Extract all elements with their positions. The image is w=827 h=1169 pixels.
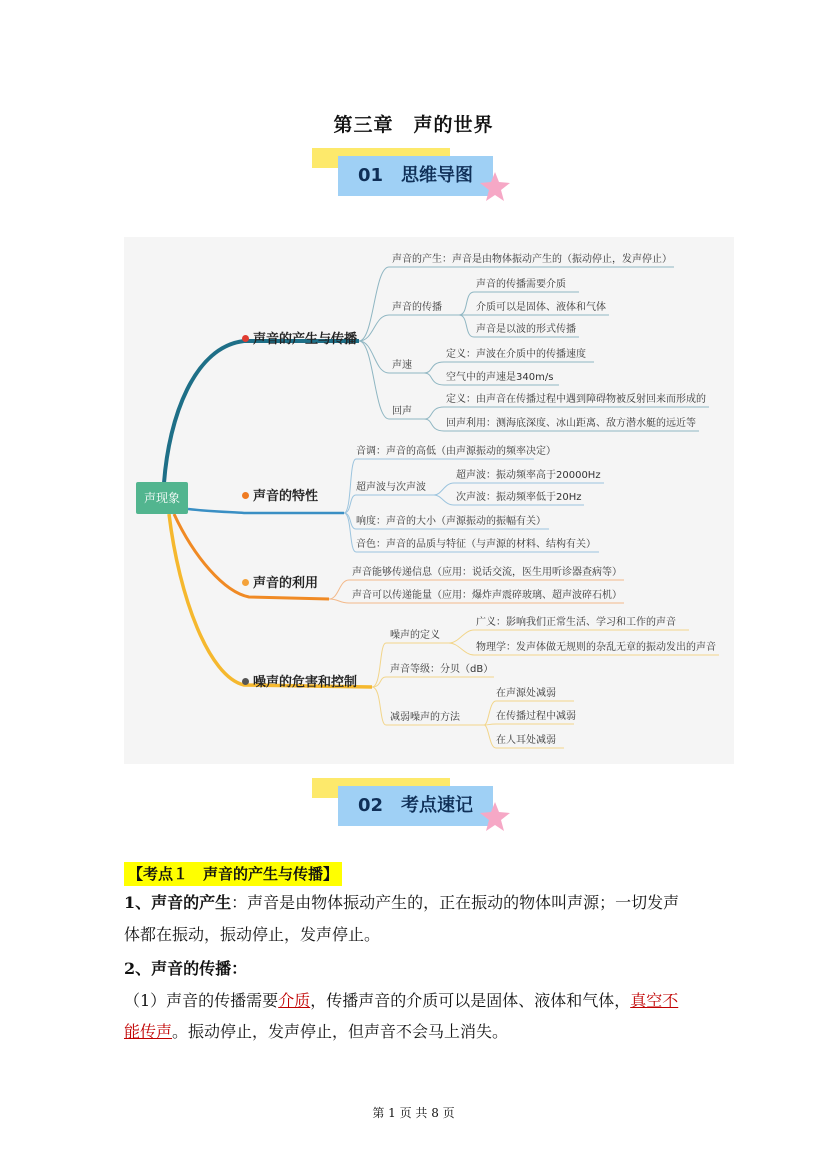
mm-leaf: 声音的传播需要介质 (476, 279, 566, 290)
mm-leaf: 声音的产生：声音是由物体振动产生的（振动停止，发声停止） (392, 254, 672, 265)
section-label: 01 思维导图 (357, 165, 474, 186)
term-propagation: 2、声音的传播： (124, 959, 248, 978)
mm-leaf: 在人耳处减弱 (496, 735, 556, 746)
paragraph-propagation-heading (124, 954, 714, 984)
mm-leaf: 声音的传播 (392, 302, 442, 313)
bullet-icon (242, 678, 249, 685)
mind-map (124, 237, 734, 764)
paragraph-production-cont (124, 920, 714, 950)
page-footer: 第 1 页 共 8 页 (372, 1106, 455, 1120)
paragraph-propagation-1 (124, 986, 724, 1016)
highlight-medium: 介质 (278, 991, 311, 1010)
bullet-icon (242, 492, 249, 499)
mm-leaf: 声音能够传递信息（应用：说话交流，医生用听诊器查病等） (352, 567, 622, 578)
term-production: 1、声音的产生 (124, 893, 232, 912)
mm-leaf: 在声源处减弱 (496, 688, 556, 699)
paragraph-text: ：声音是由物体振动产生的，正在振动的物体叫声源；一切发声 (231, 893, 680, 912)
mm-leaf: 物理学：发声体做无规则的杂乱无章的振动发出的声音 (476, 642, 716, 653)
mm-leaf: 超声波：振动频率高于20000Hz (456, 470, 601, 481)
bullet-icon (242, 335, 249, 342)
mm-leaf: 减弱噪声的方法 (390, 712, 460, 723)
section-label: 02 考点速记 (357, 795, 474, 816)
mm-leaf: 超声波与次声波 (356, 482, 426, 493)
paragraph-text: 体都在振动，振动停止，发声停止。 (124, 925, 381, 944)
mindmap-root: 声现象 (136, 482, 188, 514)
mm-leaf: 音调：声音的高低（由声源振动的频率决定） (356, 446, 556, 457)
mm-leaf: 声音是以波的形式传播 (476, 324, 576, 335)
paragraph-text: 。振动停止，发声停止，但声音不会马上消失。 (172, 1022, 509, 1041)
section-banner-mindmap (312, 148, 512, 208)
key-point-heading: 【考点１ 声音的产生与传播】 (124, 862, 342, 886)
mm-leaf: 次声波：振动频率低于20Hz (456, 492, 582, 503)
mm-leaf: 定义：声波在介质中的传播速度 (446, 349, 586, 360)
paragraph-production (124, 888, 714, 918)
branch-characteristics: 声音的特性 (242, 489, 318, 505)
paragraph-propagation-1-cont (124, 1017, 724, 1047)
mm-leaf: 回声利用：测海底深度、冰山距离、敌方潜水艇的远近等 (446, 418, 696, 429)
star-icon (478, 800, 512, 834)
branch-utilization: 声音的利用 (242, 576, 318, 592)
section-banner-keypoints (312, 778, 512, 838)
bullet-icon (242, 579, 249, 586)
branch-production-propagation: 声音的产生与传播 (242, 332, 357, 348)
paragraph-text: ，传播声音的介质可以是固体、液体和气体， (310, 991, 631, 1010)
mm-leaf: 声音等级：分贝（dB） (390, 664, 494, 675)
highlight-vacuum: 真空不 (630, 991, 679, 1010)
mm-leaf: 声音可以传递能量（应用：爆炸声震碎玻璃、超声波碎石机） (352, 590, 622, 601)
mm-leaf: 介质可以是固体、液体和气体 (476, 302, 606, 313)
mm-leaf: 声速 (392, 360, 412, 371)
mm-leaf: 噪声的定义 (390, 630, 440, 641)
star-icon (478, 170, 512, 204)
branch-noise: 噪声的危害和控制 (242, 675, 357, 691)
mm-leaf: 回声 (392, 406, 412, 417)
mm-leaf: 响度：声音的大小（声源振动的振幅有关） (356, 516, 546, 527)
mind-map-connectors (124, 237, 734, 764)
mm-leaf: 音色：声音的品质与特征（与声源的材料、结构有关） (356, 539, 596, 550)
paragraph-text: （1）声音的传播需要 (124, 991, 279, 1010)
mm-leaf: 广义：影响我们正常生活、学习和工作的声音 (476, 617, 676, 628)
chapter-title: 第三章 声的世界 (333, 114, 494, 136)
mm-leaf: 空气中的声速是340m/s (446, 372, 554, 383)
highlight-vacuum: 能传声 (124, 1022, 173, 1041)
mm-leaf: 定义：由声音在传播过程中遇到障碍物被反射回来而形成的 (446, 394, 706, 405)
mm-leaf: 在传播过程中减弱 (496, 711, 576, 722)
